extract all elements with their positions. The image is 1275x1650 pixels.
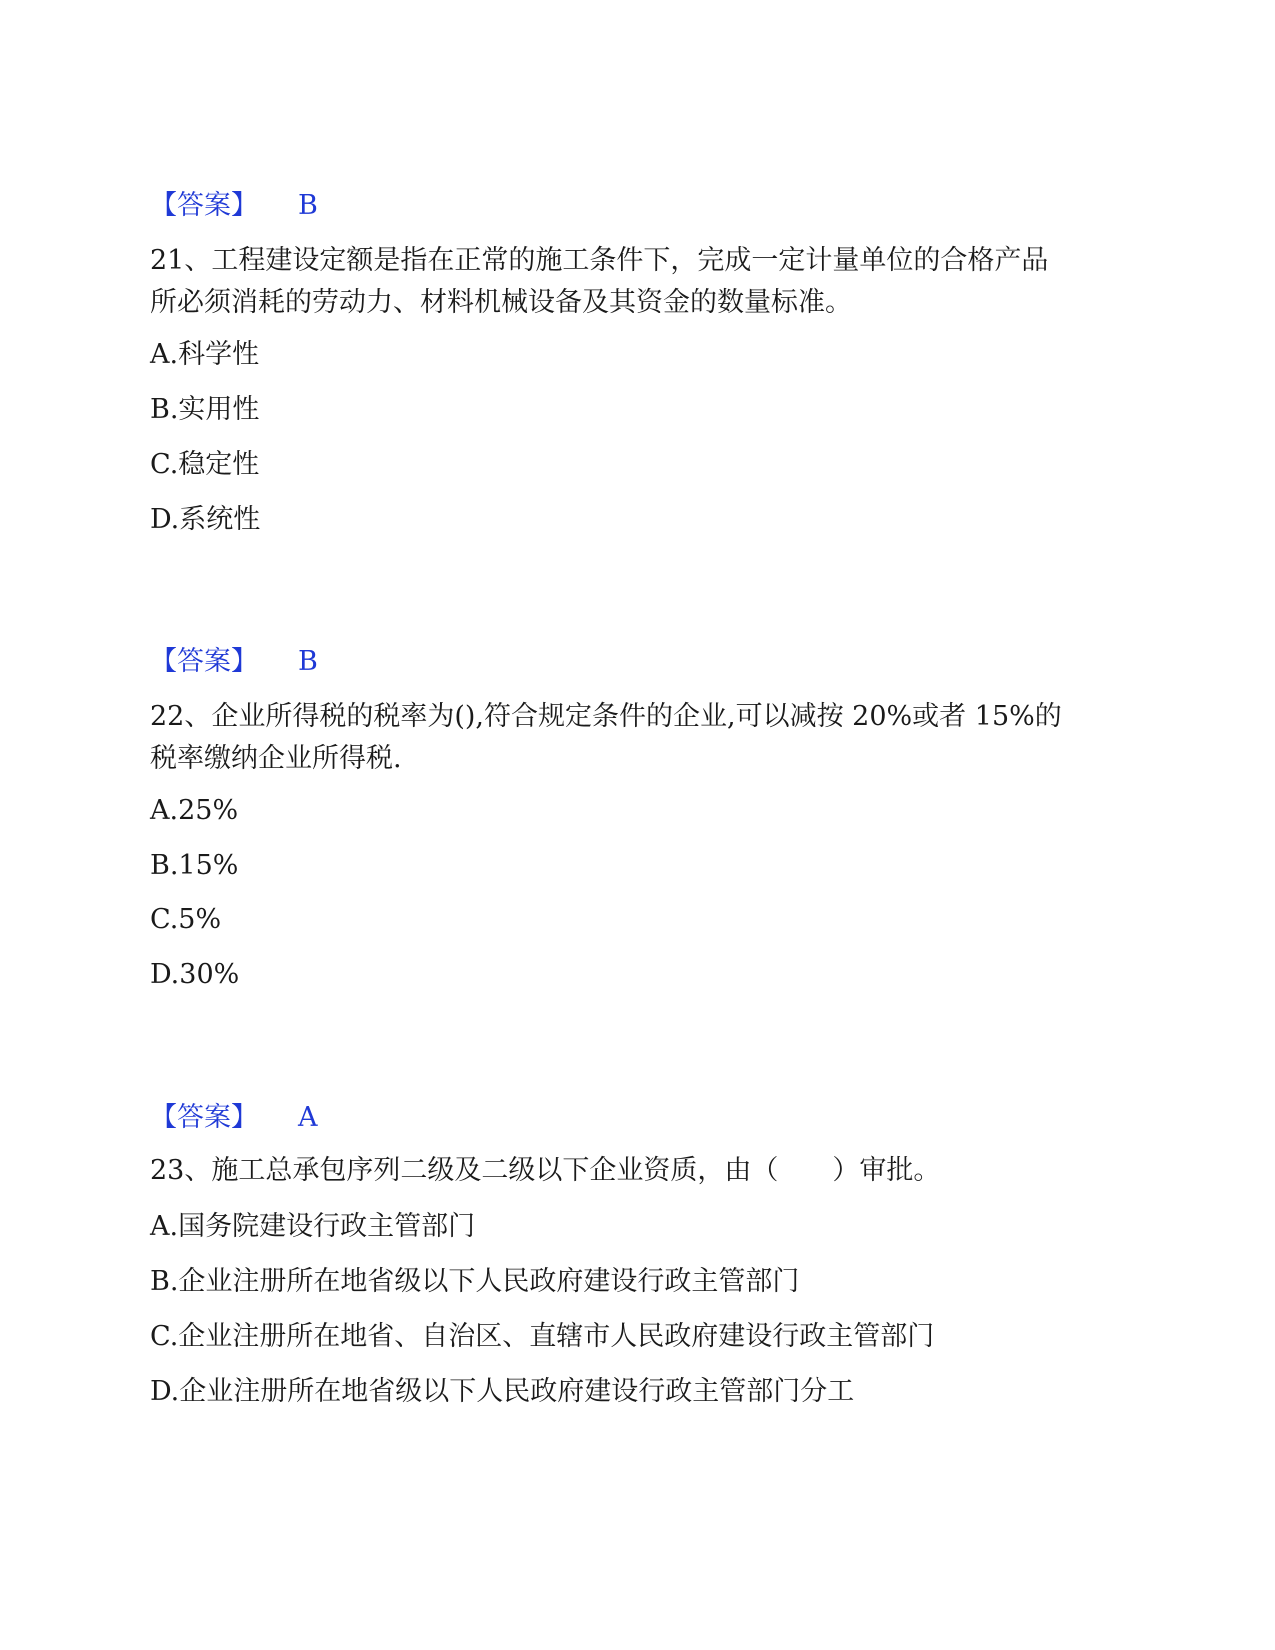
answer-value: A	[298, 1102, 318, 1133]
answer-row	[150, 1096, 318, 1140]
question-line: 所必须消耗的劳动力、材料机械设备及其资金的数量标准。	[150, 287, 852, 318]
option-b: B.实用性	[150, 394, 260, 425]
option-d: D.系统性	[150, 504, 261, 535]
option-b: B.15%	[150, 850, 239, 881]
answer-label: 【答案】	[150, 190, 258, 221]
option-a: A.国务院建设行政主管部门	[150, 1211, 476, 1242]
option-c: C.稳定性	[150, 449, 260, 480]
answer-row	[150, 184, 318, 228]
answer-value: B	[298, 190, 318, 221]
question-23-text	[150, 1150, 1110, 1192]
option-a: A.25%	[150, 795, 239, 826]
answer-label: 【答案】	[150, 1102, 258, 1133]
option-b: B.企业注册所在地省级以下人民政府建设行政主管部门	[150, 1266, 800, 1297]
question-21-text	[150, 240, 1110, 324]
question-22-text	[150, 696, 1110, 780]
option-c: C.企业注册所在地省、自治区、直辖市人民政府建设行政主管部门	[150, 1321, 935, 1352]
question-line: 税率缴纳企业所得税.	[150, 743, 402, 774]
answer-row	[150, 640, 318, 684]
option-a: A.科学性	[150, 339, 260, 370]
option-d: D.企业注册所在地省级以下人民政府建设行政主管部门分工	[150, 1376, 855, 1407]
question-line: 21、工程建设定额是指在正常的施工条件下，完成一定计量单位的合格产品	[150, 245, 1049, 276]
question-line: 23、施工总承包序列二级及二级以下企业资质，由（ ）审批。	[150, 1155, 941, 1186]
option-d: D.30%	[150, 959, 240, 990]
answer-value: B	[298, 646, 318, 677]
answer-label: 【答案】	[150, 646, 258, 677]
option-c: C.5%	[150, 904, 222, 935]
question-line: 22、企业所得税的税率为(),符合规定条件的企业,可以减按 20%或者 15%的	[150, 701, 1062, 732]
